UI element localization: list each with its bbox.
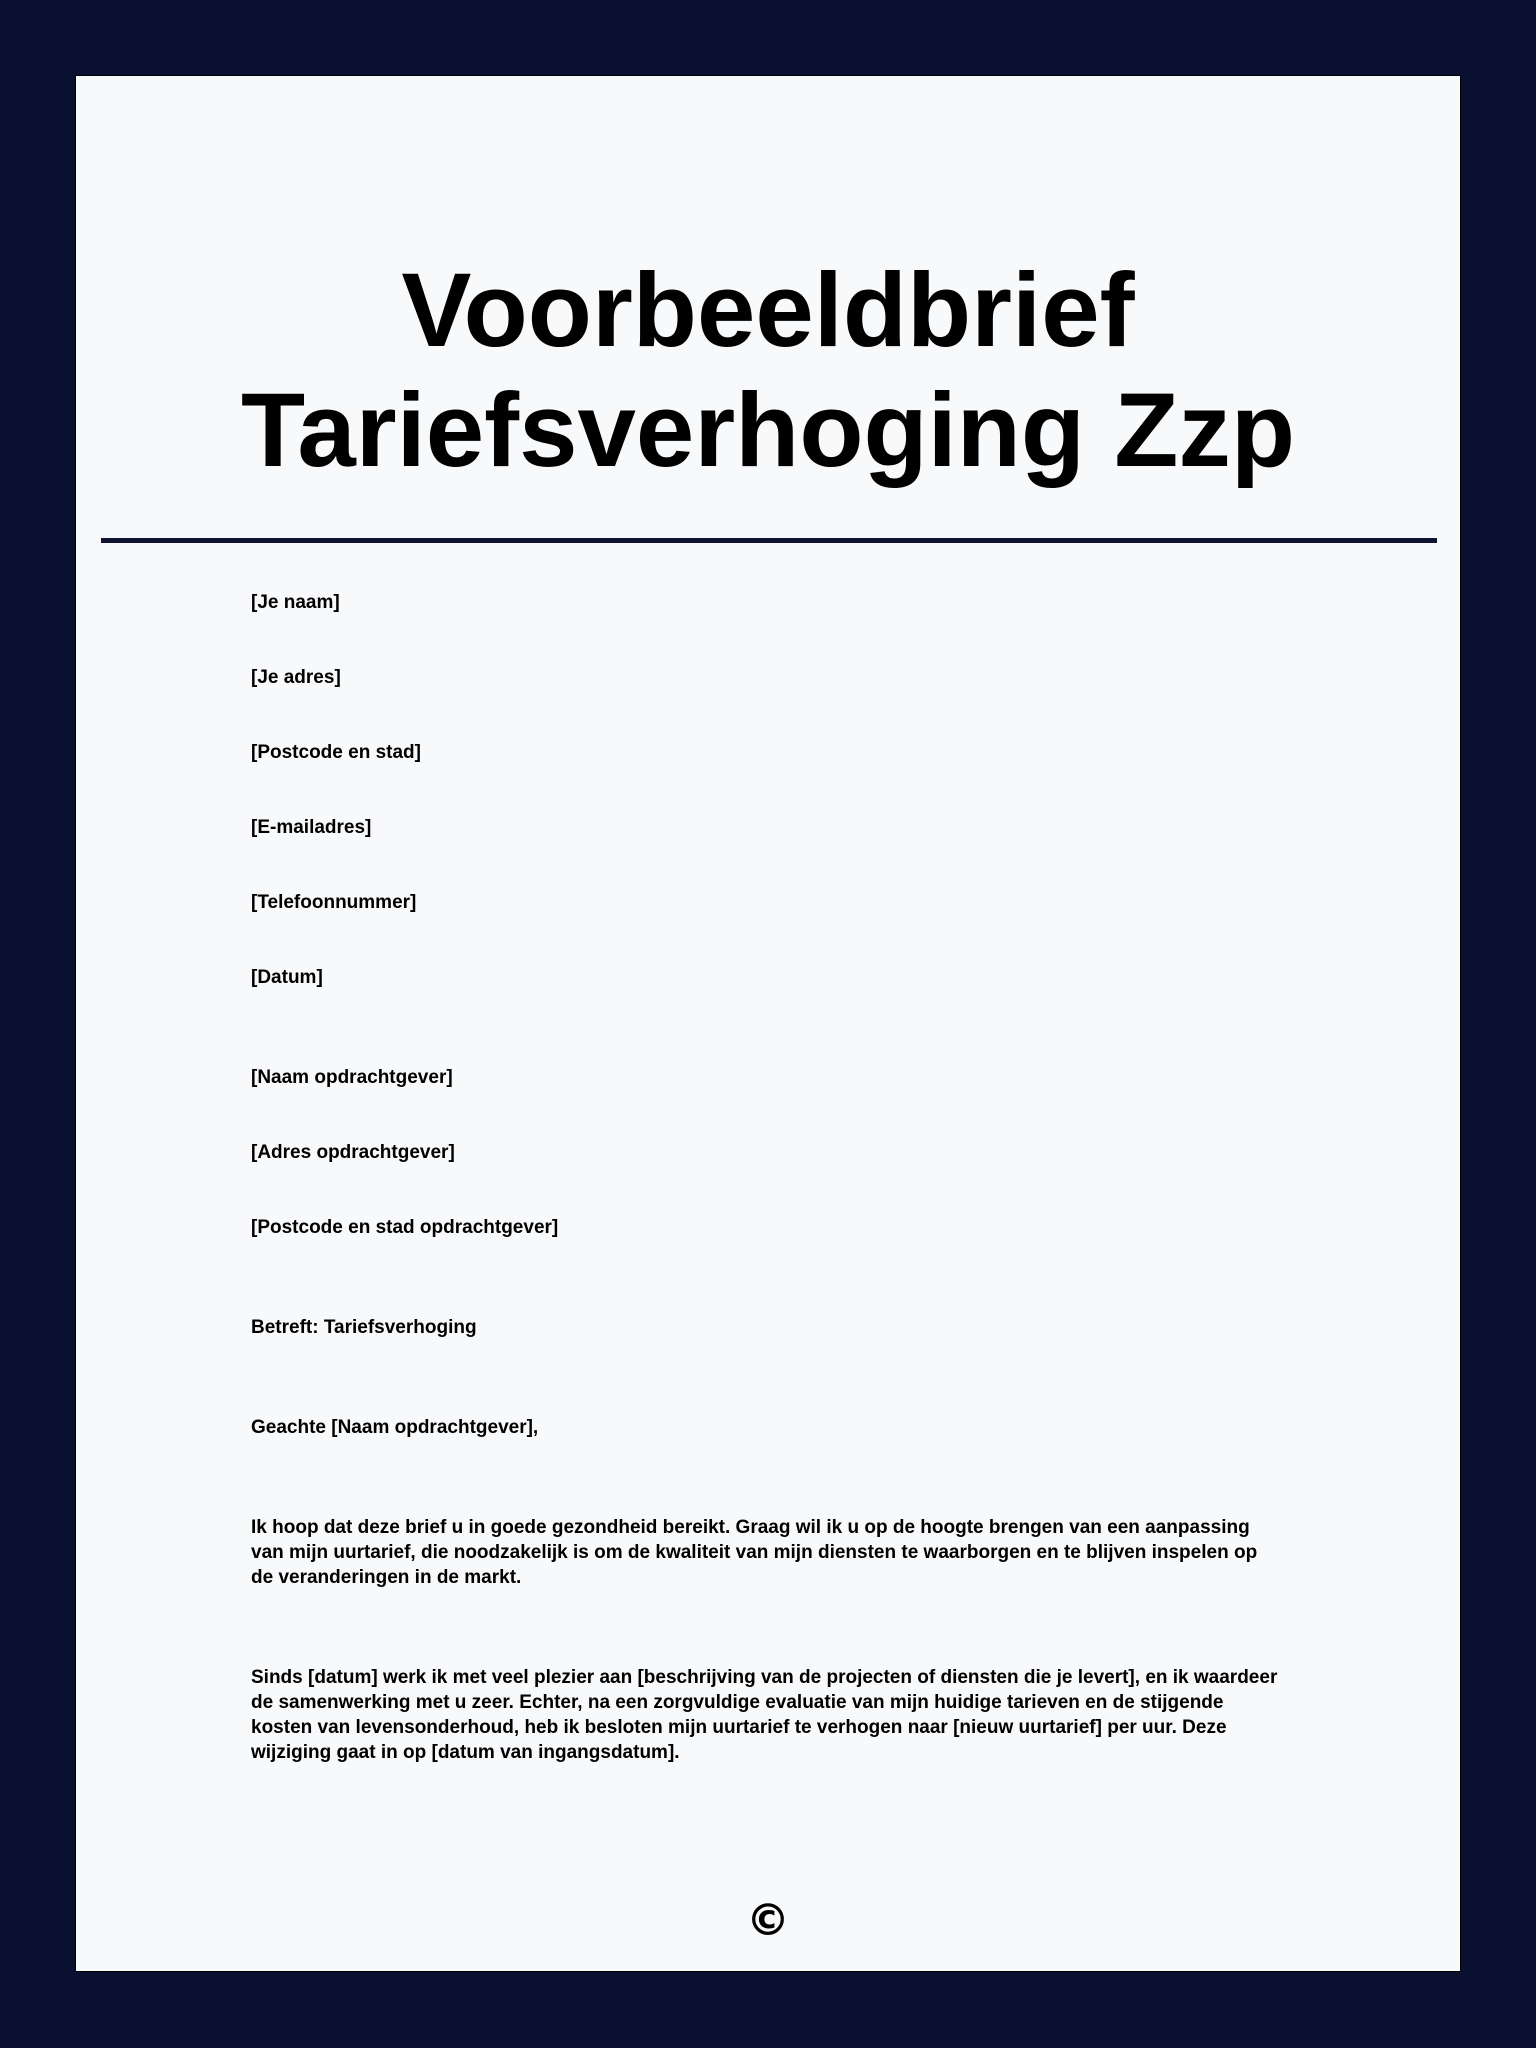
paragraph-rate-change: Sinds [datum] werk ik met veel plezier aan [beschrijving van de projecten of diensten die je levert], en ik waardeer de samenwerking met u zeer. Echter, na een zorgvuldige evaluatie van mijn huidige tarieven en de stijgende kosten van levensonderhoud, heb ik besloten mijn uurtarief te verhogen naar [nieuw uurtarief] per uur. Deze wijziging gaat in op [datum van ingangsdatum].: [251, 1667, 1278, 1763]
sender-address: [Je adres]: [251, 667, 341, 688]
letter-date: [Datum]: [251, 967, 323, 988]
paragraph-intro: Ik hoop dat deze brief u in goede gezondheid bereikt. Graag wil ik u op de hoogte brengen van een aanpassing van mijn uurtarief, die noodzakelijk is om de kwaliteit van mijn diensten te waarborgen en te blijven inspelen op de veranderingen in de markt.: [251, 1517, 1258, 1588]
recipient-address: [Adres opdrachtgever]: [251, 1142, 455, 1163]
copyright-symbol: ©: [746, 1895, 790, 1946]
document-title: [76, 251, 1460, 491]
recipient-postcode-city: [Postcode en stad opdrachtgever]: [251, 1217, 559, 1238]
sender-name: [Je naam]: [251, 592, 340, 613]
letter-page: [75, 75, 1461, 1972]
sender-phone: [Telefoonnummer]: [251, 892, 417, 913]
sender-email: [E-mailadres]: [251, 817, 372, 838]
recipient-name: [Naam opdrachtgever]: [251, 1067, 453, 1088]
letter-subject: Betreft: Tariefsverhoging: [251, 1317, 477, 1338]
title-line-2: Tariefsverhoging Zzp: [241, 372, 1295, 489]
letter-salutation: Geachte [Naam opdrachtgever],: [251, 1417, 539, 1438]
sender-postcode-city: [Postcode en stad]: [251, 742, 421, 763]
title-divider: [101, 538, 1437, 543]
title-line-1: Voorbeeldbrief: [401, 252, 1135, 369]
